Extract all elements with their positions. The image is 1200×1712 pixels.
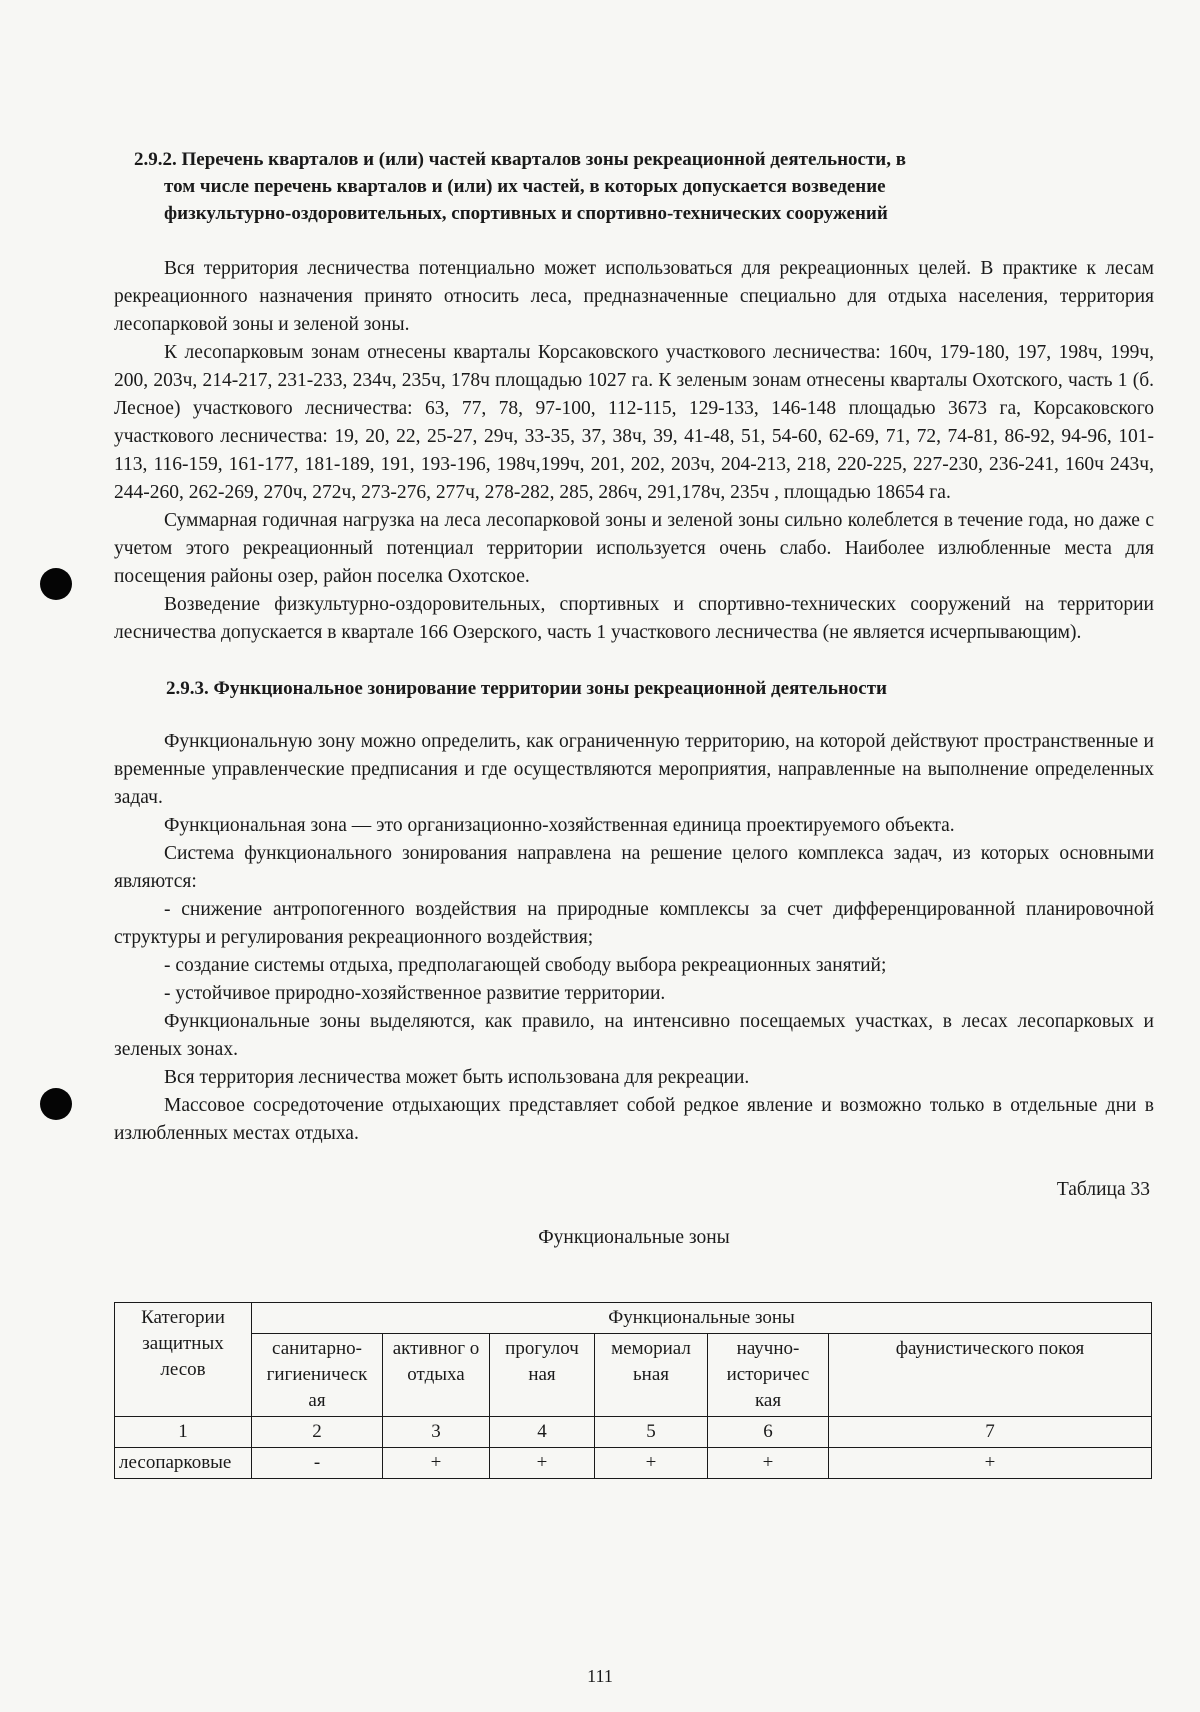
paragraph: К лесопарковым зонам отнесены кварталы Корсаковского участкового лесничества: 160ч, 179-180, 197, 198ч, 199ч, 200, 203ч, 214-217, 231-233, 234ч, 235ч, 178ч площадью 1027 га. К зеленым зонам отнесены кварталы Охотского, часть 1 (б. Лесное) участкового лесничества: 63, 77, 78, 97-100, 112-115, 129-133, 146-148 площадью 3673 га, Корсаковского участкового лесничества: 19, 20, 22, 25-27, 29ч, 33-35, 37, 38ч, 39, 41-48, 51, 54-60, 62-69, 71, 72, 74-81, 86-92, 94-96, 101-113, 116-159, 161-177, 181-189, 191, 193-196, 198ч,199ч, 201, 202, 203ч, 204-213, 218, 220-225, 227-230, 236-241, 160ч 243ч, 244-260, 262-269, 270ч, 272ч, 273-276, 277ч, 278-282, 285, 286ч, 291,178ч, 235ч , площадью 18654 га. (114, 342, 1154, 503)
column-number: 5 (595, 1417, 708, 1448)
column-number: 7 (829, 1417, 1152, 1448)
list-item: - снижение антропогенного воздействия на природные комплексы за счет дифференцированной планировочной структуры и регулирования рекреационного воздействия; (114, 899, 1154, 948)
paragraph: Возведение физкультурно-оздоровительных, спортивных и спортивно-технических сооружений на территории лесничества допускается в квартале 166 Озерского, часть 1 участкового лесничества (не является исчерпывающим). (114, 594, 1154, 643)
paragraph: Массовое сосредоточение отдыхающих представляет собой редкое явление и возможно только в отдельные дни в излюбленных местах отдыха. (114, 1095, 1154, 1144)
punch-hole-top (40, 568, 72, 600)
paragraph: Система функционального зонирования направлена на решение целого комплекса задач, из которых основными являются: (114, 843, 1154, 892)
page-number: 111 (587, 1666, 613, 1686)
table-cell: + (490, 1448, 595, 1479)
paragraph: Функциональную зону можно определить, как ограниченную территорию, на которой действуют пространственные и временные управленческие предписания и где осуществляются мероприятия, направленные на выполнение определенных задач. (114, 731, 1154, 808)
section-293-title: 2.9.3. Функциональное зонирование территории зоны рекреационной деятельности (166, 678, 887, 699)
header-col: научно-историчес кая (708, 1334, 829, 1417)
header-col: санитарно-гигиеническ ая (252, 1334, 383, 1417)
list-item: - создание системы отдыха, предполагающей свободу выбора рекреационных занятий; (164, 955, 887, 976)
header-col: фаунистического покоя (829, 1334, 1152, 1417)
section-293-body (114, 728, 1154, 1148)
table-cell: + (595, 1448, 708, 1479)
punch-hole-bottom (40, 1088, 72, 1120)
table-header-row (115, 1303, 1152, 1334)
column-number: 3 (383, 1417, 490, 1448)
header-col: активног о отдыха (383, 1334, 490, 1417)
header-group: Функциональные зоны (252, 1303, 1152, 1334)
paragraph: Функциональные зоны выделяются, как правило, на интенсивно посещаемых участках, в лесах лесопарковых и зеленых зонах. (114, 1011, 1154, 1060)
column-number: 1 (115, 1417, 252, 1448)
table-subheader-row (115, 1334, 1152, 1417)
table-cell: + (708, 1448, 829, 1479)
header-col: мемориал ьная (595, 1334, 708, 1417)
column-number: 2 (252, 1417, 383, 1448)
table-cell: + (829, 1448, 1152, 1479)
paragraph: Функциональная зона — это организационно-хозяйственная единица проектируемого объекта. (164, 815, 955, 836)
page-content (114, 146, 1154, 1479)
section-292-title-line-2: том числе перечень кварталов и (или) их частей, в которых допускается возведение (164, 176, 886, 197)
paragraph: Суммарная годичная нагрузка на леса лесопарковой зоны и зеленой зоны сильно колеблется в течение года, но даже с учетом этого рекреационный потенциал территории используется очень слабо. Наиболее излюбленные места для посещения районы озер, район поселка Охотское. (114, 510, 1154, 587)
row-label: лесопарковые (115, 1448, 252, 1479)
header-category: Категории защитных лесов (115, 1303, 252, 1417)
list-item: - устойчивое природно-хозяйственное развитие территории. (164, 983, 666, 1004)
header-col: прогулоч ная (490, 1334, 595, 1417)
column-number: 4 (490, 1417, 595, 1448)
paragraph: Вся территория лесничества потенциально может использоваться для рекреационных целей. В практике к лесам рекреационного назначения принято относить леса, предназначенные специально для отдыха населения, территория лесопарковой зоны и зеленой зоны. (114, 258, 1154, 335)
table-cell: + (383, 1448, 490, 1479)
table-cell: - (252, 1448, 383, 1479)
section-292-title (114, 146, 1154, 227)
table-number-row (115, 1417, 1152, 1448)
section-292-title-line-3: физкультурно-оздоровительных, спортивных и спортивно-технических сооружений (164, 203, 888, 224)
section-292-body (114, 255, 1154, 647)
paragraph: Вся территория лесничества может быть использована для рекреации. (164, 1067, 750, 1088)
column-number: 6 (708, 1417, 829, 1448)
section-292-title-line-1: 2.9.2. Перечень кварталов и (или) частей кварталов зоны рекреационной деятельности, в (134, 149, 907, 170)
functional-zones-table (114, 1302, 1152, 1479)
table-title: Функциональные зоны (538, 1227, 730, 1248)
table-number: Таблица 33 (1056, 1179, 1150, 1200)
table-row (115, 1448, 1152, 1479)
